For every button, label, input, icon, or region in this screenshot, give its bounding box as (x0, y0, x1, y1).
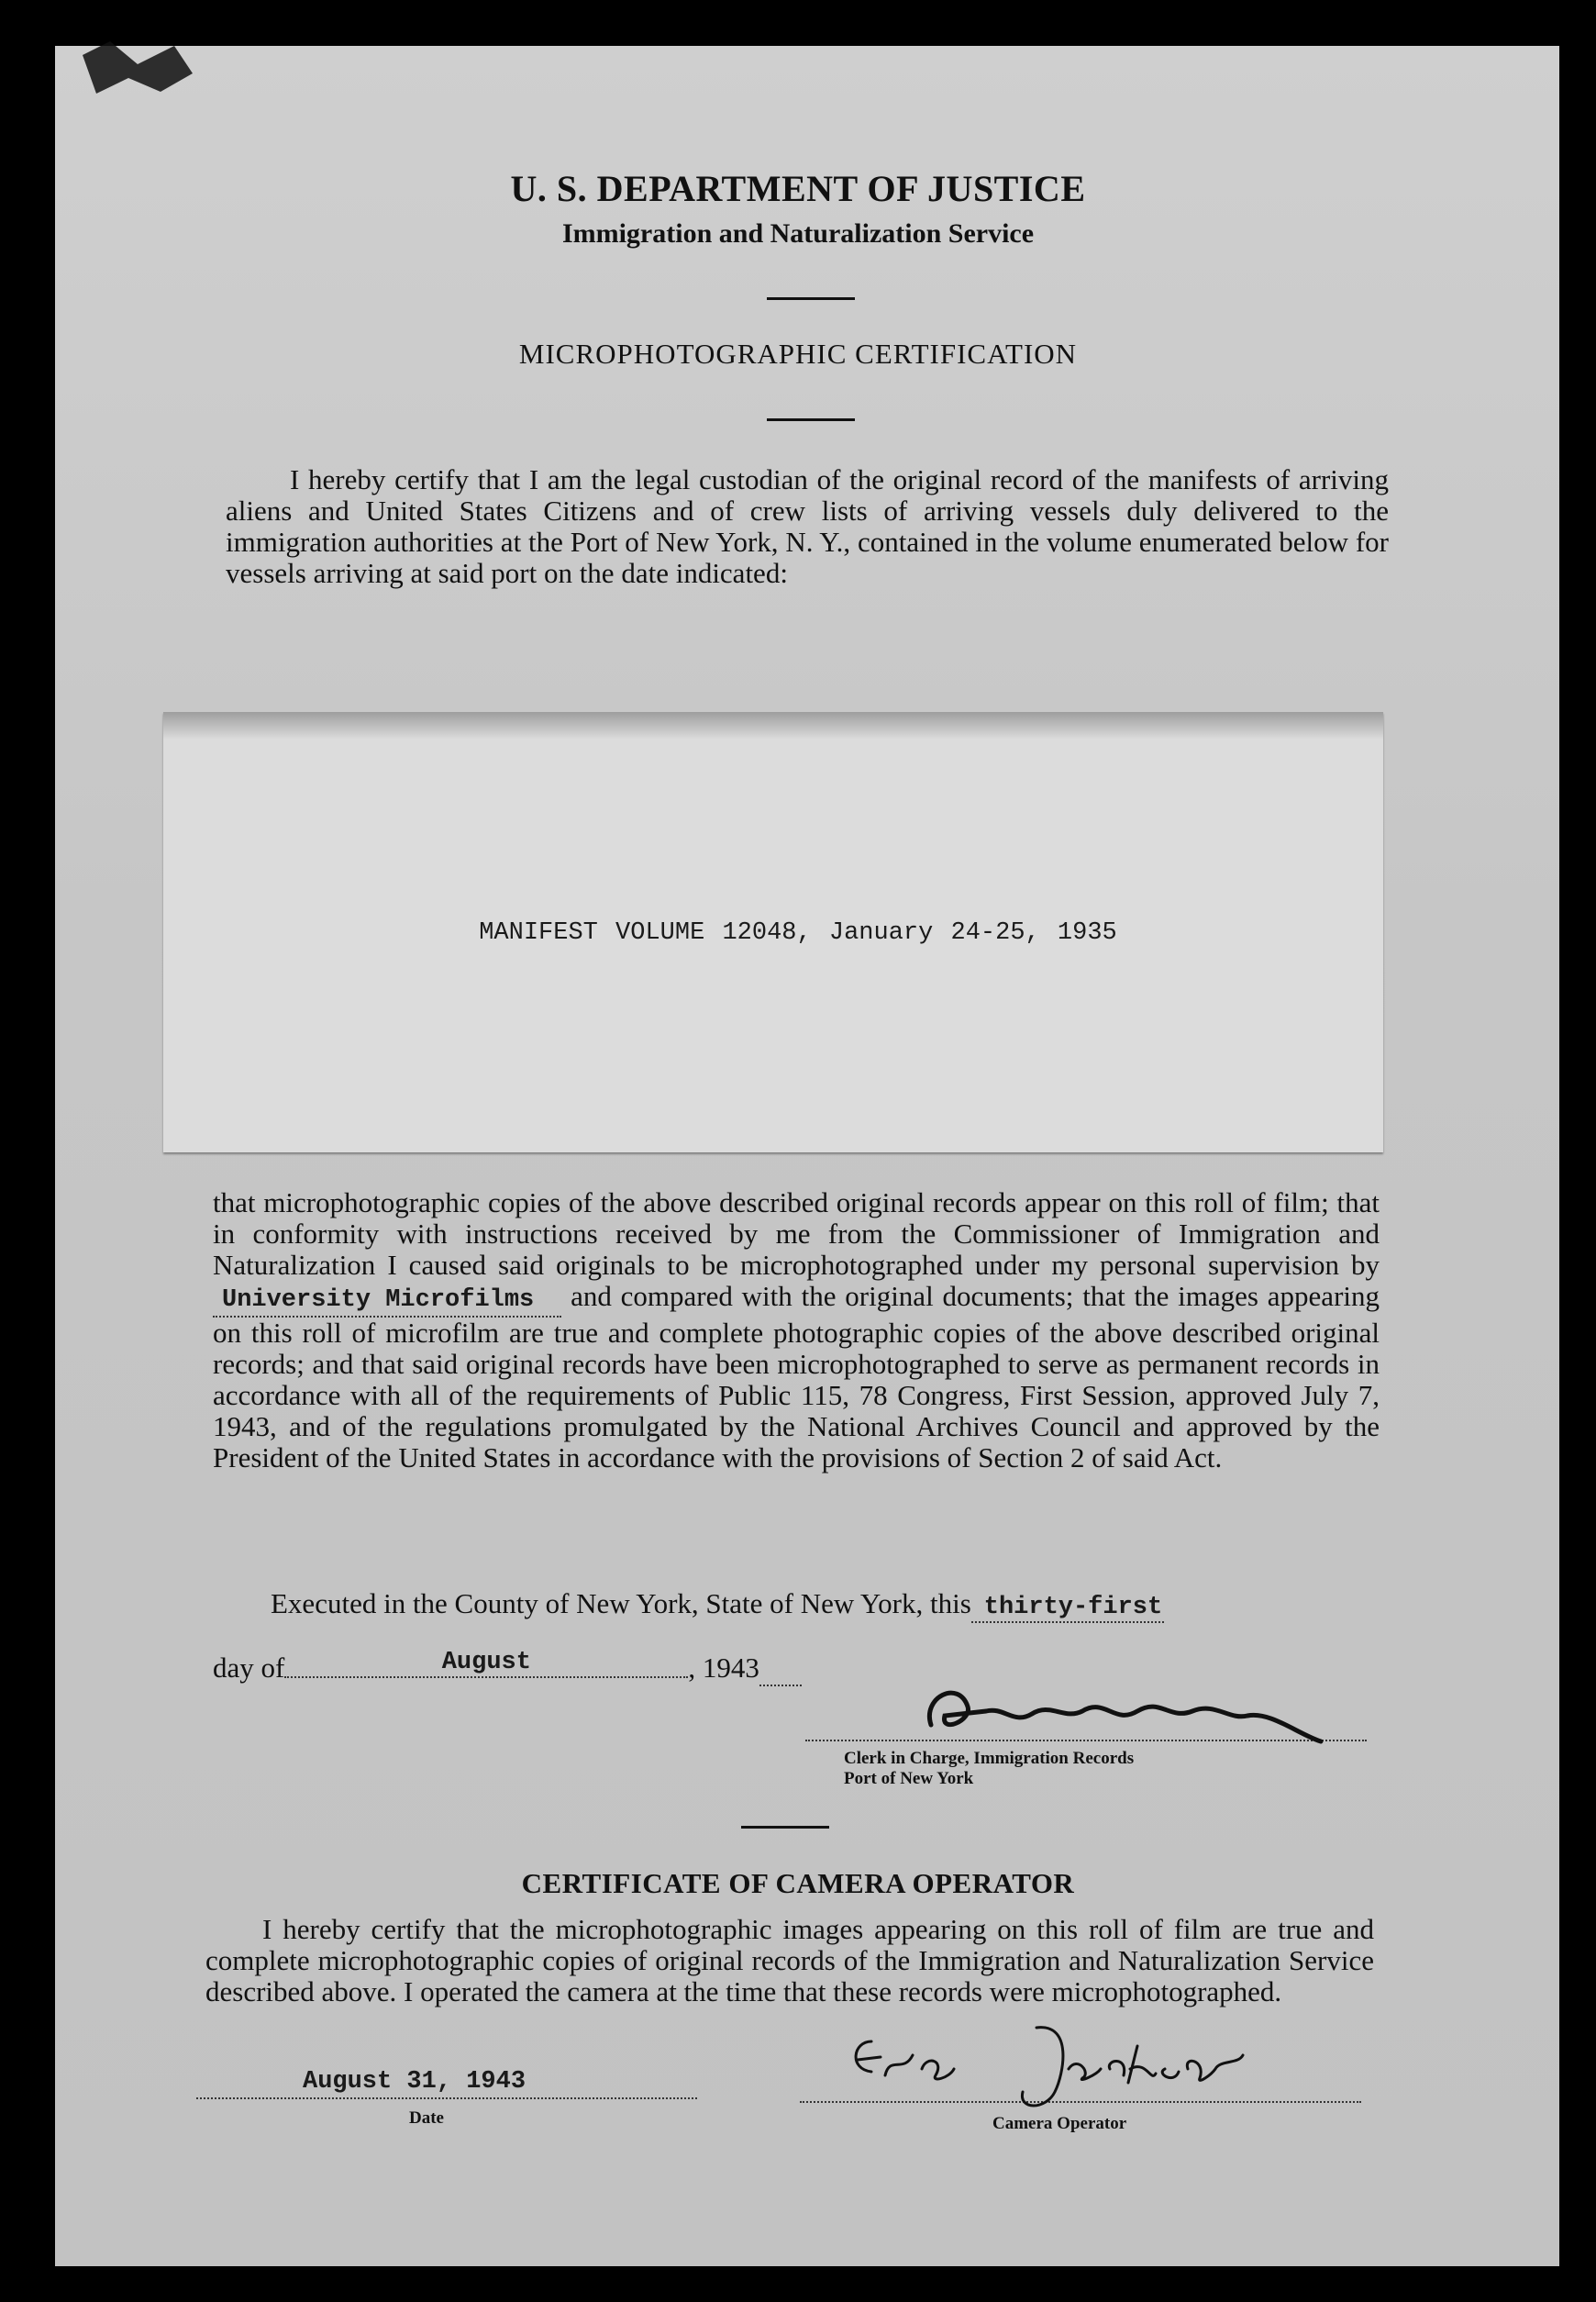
certification-body (213, 1187, 1380, 1474)
clerk-caption (844, 1749, 1134, 1789)
camera-certificate-title: CERTIFICATE OF CAMERA OPERATOR (521, 1867, 1075, 1899)
service-subtitle: Immigration and Naturalization Service (561, 218, 1035, 249)
camera-text: I hereby certify that the microphotographic images appearing on this roll of film are true and complete microphotographic copies of original records of the Immigration and Naturalization Service described above. I operated the camera at the time that these records were microphotographed. (205, 1913, 1374, 2007)
insert-shadow (163, 712, 1383, 740)
clerk-caption-line2: Port of New York (844, 1769, 974, 1788)
execution-line (271, 1587, 1164, 1623)
year-prefix: , 194 (688, 1651, 746, 1684)
clerk-caption-line1: Clerk in Charge, Immigration Records (844, 1749, 1135, 1768)
manifest-volume-text: MANIFEST VOLUME 12048, January 24-25, 1935 (479, 919, 1117, 947)
intro-text: I hereby certify that I am the legal custodian of the original record of the manifests of arriving aliens and United States Citizens and of crew lists of arriving vessels duly delivered to the immigration authorities at the Port of New York, N. Y., contained in the volume enumerated below for vessels arriving at said port on the date indicated: (226, 463, 1389, 589)
header-divider (767, 297, 855, 300)
year-dots (759, 1651, 802, 1686)
camera-paragraph (205, 1914, 1374, 2007)
date-line (196, 2097, 697, 2099)
certification-divider (767, 418, 855, 421)
operator-label: Camera Operator (992, 2114, 1127, 2133)
day-of-label: day of (213, 1651, 285, 1684)
execution-month-field: August (284, 1649, 688, 1678)
date-label: Date (409, 2108, 444, 2128)
year-digit: 3 (745, 1651, 759, 1684)
certification-title: MICROPHOTOGRAPHIC CERTIFICATION (518, 338, 1078, 370)
photographer-field: University Microfilms (213, 1284, 561, 1318)
camera-section-divider (741, 1826, 829, 1829)
clerk-signature (903, 1670, 1325, 1752)
intro-paragraph (226, 464, 1389, 589)
day-of-line (213, 1651, 802, 1687)
execution-prefix: Executed in the County of New York, State of New York, this (271, 1587, 971, 1619)
camera-date-value: August 31, 1943 (303, 2068, 526, 2096)
corner-scribble-mark (73, 37, 202, 101)
body-text-part1: that microphotographic copies of the above described original records appear on this roll of film; that in conformity with instructions received by me from the Commissioner of Immigration and Naturalization I caused said originals to be microphotographed under my personal supervision by (213, 1186, 1380, 1281)
body-text-part2: and compared with the original documents; that the images appearing on this roll of microfilm are true and complete photographic copies of the above described original records; and that said original records have been microphotographed to serve as permanent records in accordance with all of the requirements of Public 115, 78 Congress, First Session, approved July 7, 1943, and of the regulations promulgated by the National Archives Council and approved by the President of the United States in accordance with the provisions of Section 2 of said Act. (213, 1280, 1380, 1474)
department-title: U. S. DEPARTMENT OF JUSTICE (510, 168, 1086, 209)
operator-signature (835, 2018, 1312, 2119)
execution-day-field: thirty-first (971, 1594, 1164, 1623)
